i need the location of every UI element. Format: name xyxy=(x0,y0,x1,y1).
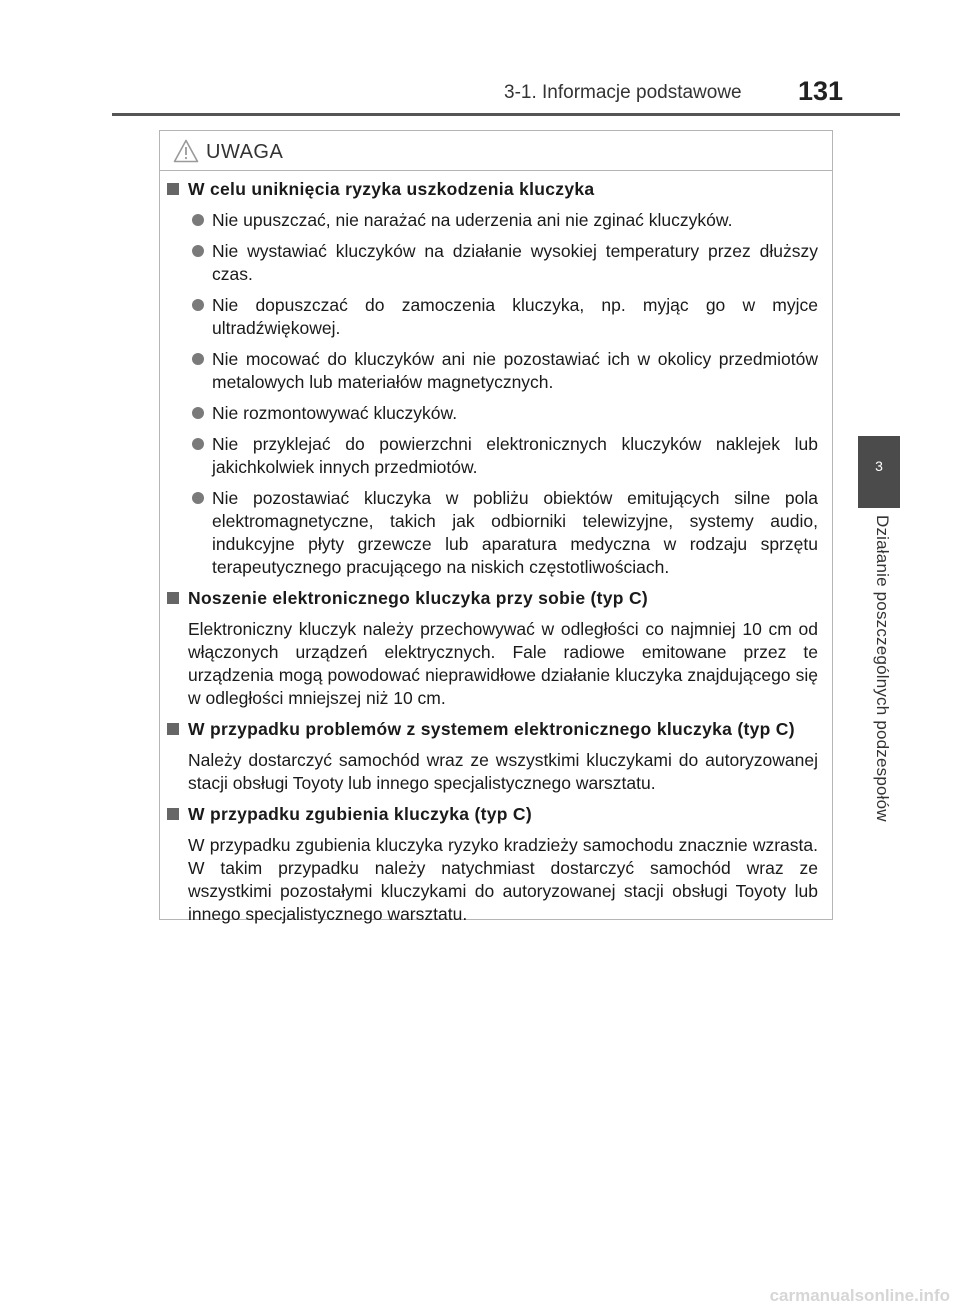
section-heading: W przypadku zgubienia kluczyka (typ C) xyxy=(166,803,818,826)
list-item: Nie rozmontowywać kluczyków. xyxy=(166,402,818,425)
round-bullet-icon xyxy=(192,299,204,311)
warning-header xyxy=(160,131,832,171)
section-paragraph: W przypadku zgubienia kluczyka ryzyko kradzieży samochodu znacznie wzrasta. W takim przypadku należy natychmiast dostarczyć samochód wraz ze wszystkimi pozostałymi kluczykami do autoryzowanej stacji obsługi Toyoty lub innego specjalistycznego warsztatu. xyxy=(188,835,818,924)
round-bullet-icon xyxy=(192,214,204,226)
round-bullet-icon xyxy=(192,353,204,365)
list-item: Nie wystawiać kluczyków na działanie wysokiej temperatury przez dłuższy czas. xyxy=(166,240,818,286)
page-number: 131 xyxy=(798,76,844,106)
square-bullet-icon xyxy=(167,808,179,820)
page-header xyxy=(0,0,960,114)
warning-triangle-icon xyxy=(173,139,199,163)
svg-text:carmanualsonline.info: carmanualsonline.info xyxy=(769,1286,950,1305)
list-item: Nie przyklejać do powierzchni elektronicznych kluczyków naklejek lub jakichkolwiek innych przedmiotów. xyxy=(166,433,818,479)
header-rule xyxy=(112,113,900,116)
square-bullet-icon xyxy=(167,592,179,604)
section-title: 3-1. Informacje podstawowe xyxy=(504,82,742,103)
warning-box xyxy=(159,130,833,924)
list-item: Nie mocować do kluczyków ani nie pozostawiać ich w okolicy przedmiotów metalowych lub materiałów magnetycznych. xyxy=(166,348,818,394)
round-bullet-icon xyxy=(192,407,204,419)
section-paragraph: Należy dostarczyć samochód wraz ze wszystkimi kluczykami do autoryzowanej stacji obsługi Toyoty lub innego specjalistycznego warsztatu. xyxy=(188,750,818,793)
section-paragraph: Elektroniczny kluczyk należy przechowywać w odległości co najmniej 10 cm od włączonych urządzeń elektrycznych. Fale radiowe emitowane przez te urządzenia mogą powodować nieprawidłowe działanie kluczyka znajdującego się w odległości mniejszej niż 10 cm. xyxy=(188,619,818,708)
list-item: Nie upuszczać, nie narażać na uderzenia ani nie zginać kluczyków. xyxy=(166,209,818,232)
list-item: Nie pozostawiać kluczyka w pobliżu obiektów emitujących silne pola elektromagnetyczne, takich jak odbiorniki telewizyjne, systemy audio, indukcyjne płyty grzewcze lub aparatura medyczna w rodzaju sprzętu terapeutycznego pracującego na niskich częstotliwościach. xyxy=(166,487,818,579)
list-item: Nie dopuszczać do zamoczenia kluczyka, np. myjąc go w myjce ultradźwiękowej. xyxy=(166,294,818,340)
chapter-number: 3 xyxy=(875,458,883,474)
chapter-tab xyxy=(858,436,900,508)
round-bullet-icon xyxy=(192,492,204,504)
square-bullet-icon xyxy=(167,723,179,735)
round-bullet-icon xyxy=(192,245,204,257)
warning-title: UWAGA xyxy=(206,141,284,163)
chapter-title: Działanie poszczególnych podzespołów xyxy=(873,515,892,822)
section-heading: W celu uniknięcia ryzyka uszkodzenia kluczyka xyxy=(166,178,818,201)
watermark-logo xyxy=(702,1283,952,1307)
round-bullet-icon xyxy=(192,438,204,450)
square-bullet-icon xyxy=(167,183,179,195)
section-heading: W przypadku problemów z systemem elektronicznego kluczyka (typ C) xyxy=(166,718,818,741)
warning-content xyxy=(166,178,818,934)
section-heading: Noszenie elektronicznego kluczyka przy sobie (typ C) xyxy=(166,587,818,610)
